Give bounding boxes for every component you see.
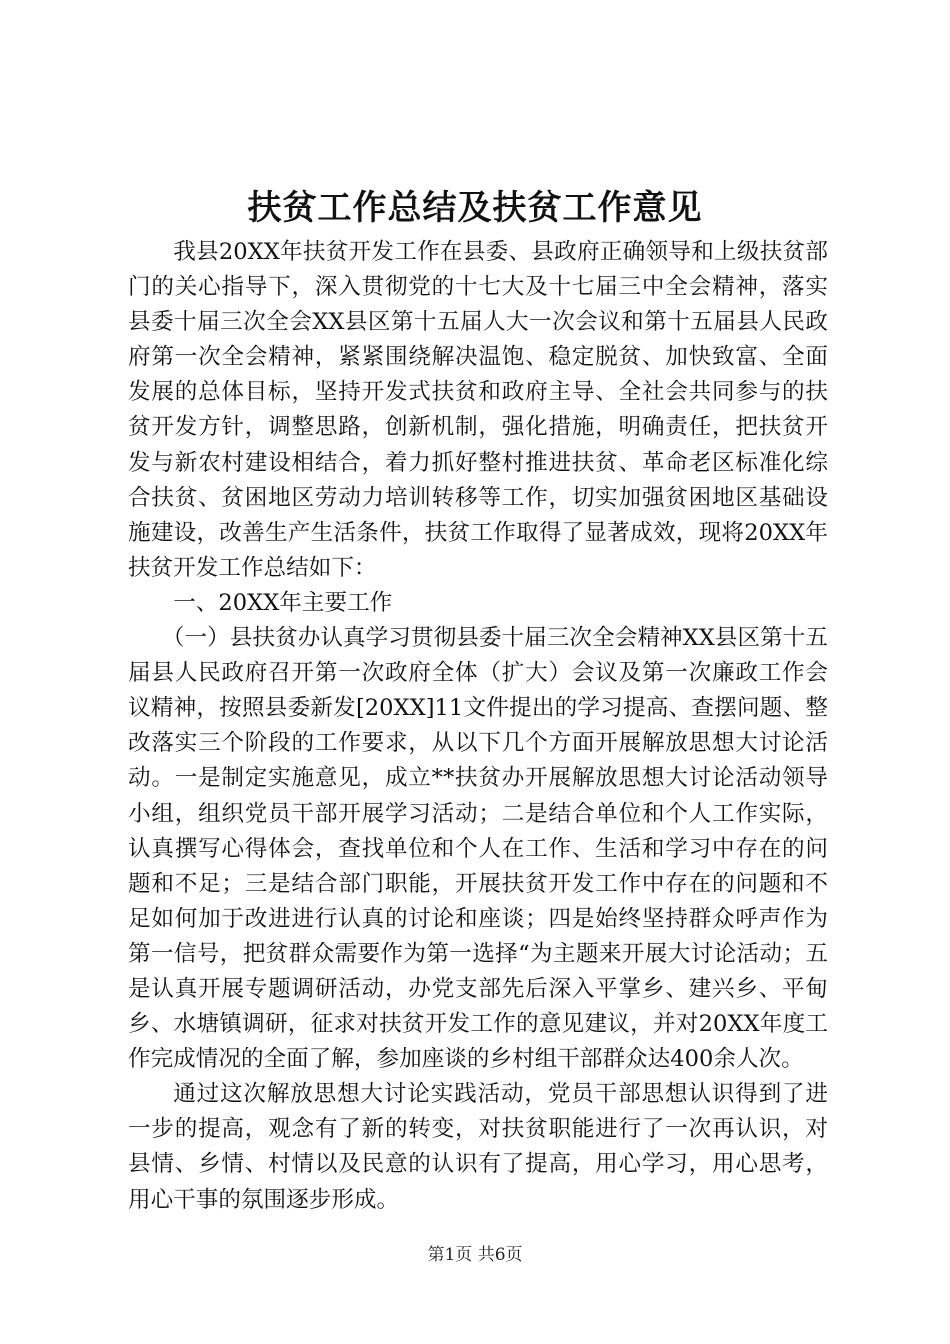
page-number: 第1页 共6页 <box>427 1245 523 1265</box>
document-title: 扶贫工作总结及扶贫工作意见 <box>247 188 703 228</box>
section-heading: 一、20XX年主要工作 <box>173 589 393 616</box>
subsection-paragraph: （一）县扶贫办认真学习贯彻县委十届三次全会精神XX县区第十五届县人民政府召开第一次政府全体（扩大）会议及第一次廉政工作会议精神，按照县委新发[20XX]11文件提出的学习提高、查摆问题、整改落实三个阶段的工作要求，从以下几个方面开展解放思想大讨论活动。一是制定实施意见，成立**扶贫办开展解放思想大讨论活动领导小组，组织党员干部开展学习活动；二是结合单位和个人工作实际，认真撰写心得体会，查找单位和个人在工作、生活和学习中存在的问题和不足；三是结合部门职能，开展扶贫开发工作中存在的问题和不足如何加于改进进行认真的讨论和座谈；四是始终坚持群众呼声作为第一信号，把贫群众需要作为第一选择“为主题来开展大讨论活动；五是认真开展专题调研活动，办党支部先后深入平掌乡、建兴乡、平甸乡、水塘镇调研，征求对扶贫开发工作的意见建议，并对20XX年度工作完成情况的全面了解，参加座谈的乡村组干部群众达400余人次。 <box>128 625 828 1073</box>
intro-paragraph: 我县20XX年扶贫开发工作在县委、县政府正确领导和上级扶贫部门的关心指导下，深入贯彻党的十七大及十七届三中全会精神，落实县委十届三次全会XX县区第十五届人大一次会议和第十五届县人民政府第一次全会精神，紧紧围绕解决温饱、稳定脱贫、加快致富、全面发展的总体目标，坚持开发式扶贫和政府主导、全社会共同参与的扶贫开发方针，调整思路，创新机制，强化措施，明确责任，把扶贫开发与新农村建设相结合，着力抓好整村推进扶贫、革命老区标准化综合扶贫、贫困地区劳动力培训转移等工作，切实加强贫困地区基础设施建设，改善生产生活条件，扶贫工作取得了显著成效，现将20XX年扶贫开发工作总结如下： <box>128 239 828 581</box>
document-body <box>128 235 828 1218</box>
summary-paragraph: 通过这次解放思想大讨论实践活动，党员干部思想认识得到了进一步的提高，观念有了新的转变，对扶贫职能进行了一次再认识，对县情、乡情、村情以及民意的认识有了提高，用心学习，用心思考，用心干事的氛围逐步形成。 <box>128 1081 828 1213</box>
